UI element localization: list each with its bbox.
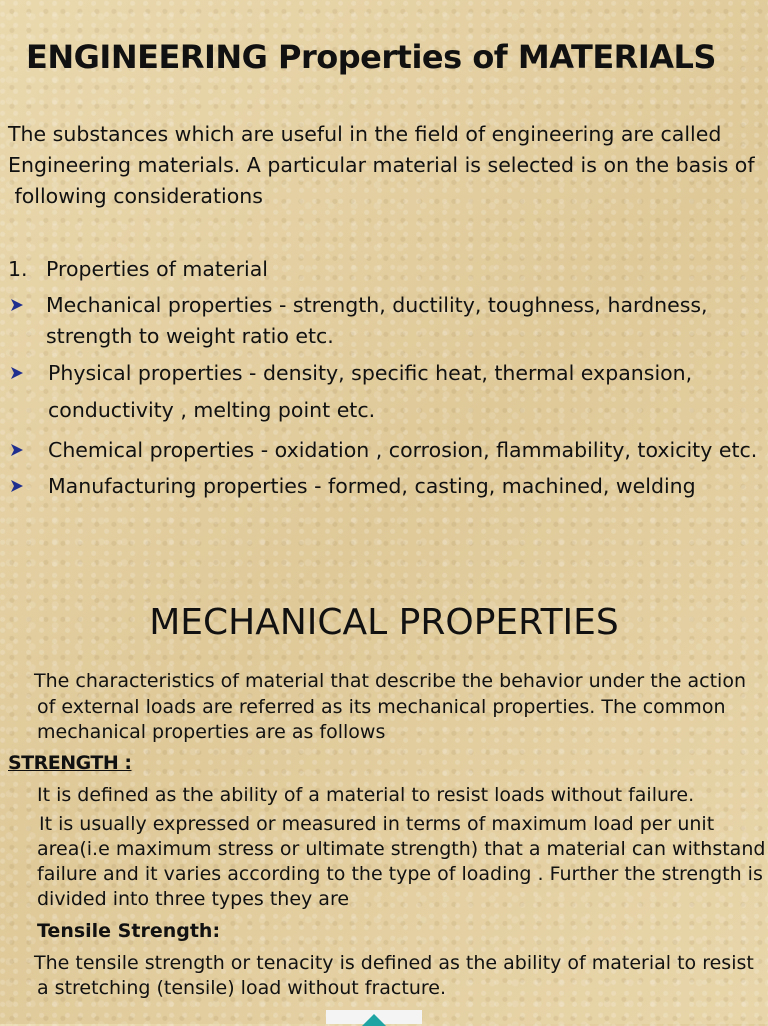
intro-line-3: following considerations	[8, 184, 263, 208]
mech-intro-line-3: mechanical properties are as follows	[37, 721, 386, 743]
strength-heading: STRENGTH :	[8, 752, 132, 774]
numbered-item-number: 1.	[8, 257, 28, 281]
intro-line-1: The substances which are useful in the field of engineering are called	[8, 122, 722, 146]
strength-more-line-4: divided into three types they are	[37, 888, 350, 910]
bullet-line: Chemical properties - oxidation , corrosion, flammability, toxicity etc.	[48, 438, 758, 462]
bullet-arrow-icon	[10, 297, 24, 313]
mech-intro-line-2: of external loads are referred as its mechanical properties. The common	[37, 696, 726, 718]
strength-more-line-2: area(i.e maximum stress or ultimate strength) that a material can withstand	[37, 838, 766, 860]
numbered-item-text: Properties of material	[46, 257, 268, 281]
bullet-line: strength to weight ratio etc.	[46, 324, 334, 348]
bullet-arrow-icon	[10, 442, 24, 458]
strength-more-line-1: It is usually expressed or measured in terms of maximum load per unit	[39, 813, 715, 835]
tensile-heading: Tensile Strength:	[37, 920, 221, 942]
strength-more-line-3: failure and it varies according to the type of loading . Further the strength is	[37, 863, 763, 885]
mech-intro-line-1: The characteristics of material that describe the behavior under the action	[34, 670, 746, 692]
bullet-arrow-icon	[10, 478, 24, 494]
bullet-arrow-icon	[10, 365, 24, 381]
strength-definition: It is defined as the ability of a material to resist loads without failure.	[37, 784, 695, 806]
intro-line-2: Engineering materials. A particular material is selected is on the basis of	[8, 153, 755, 177]
bullet-line: Physical properties - density, specific heat, thermal expansion,	[48, 361, 693, 385]
tensile-def-line-2: a stretching (tensile) load without fracture.	[37, 977, 446, 999]
bullet-line: Manufacturing properties - formed, casting, machined, welding	[48, 474, 696, 498]
tensile-def-line-1: The tensile strength or tenacity is defined as the ability of material to resist	[34, 952, 754, 974]
logo-icon	[362, 1014, 386, 1026]
page-title: ENGINEERING Properties of MATERIALS	[26, 38, 716, 76]
logo-badge	[326, 1010, 422, 1024]
section-title: MECHANICAL PROPERTIES	[149, 602, 619, 643]
bullet-line: conductivity , melting point etc.	[48, 398, 376, 422]
bullet-line: Mechanical properties - strength, ductility, toughness, hardness,	[46, 293, 708, 317]
